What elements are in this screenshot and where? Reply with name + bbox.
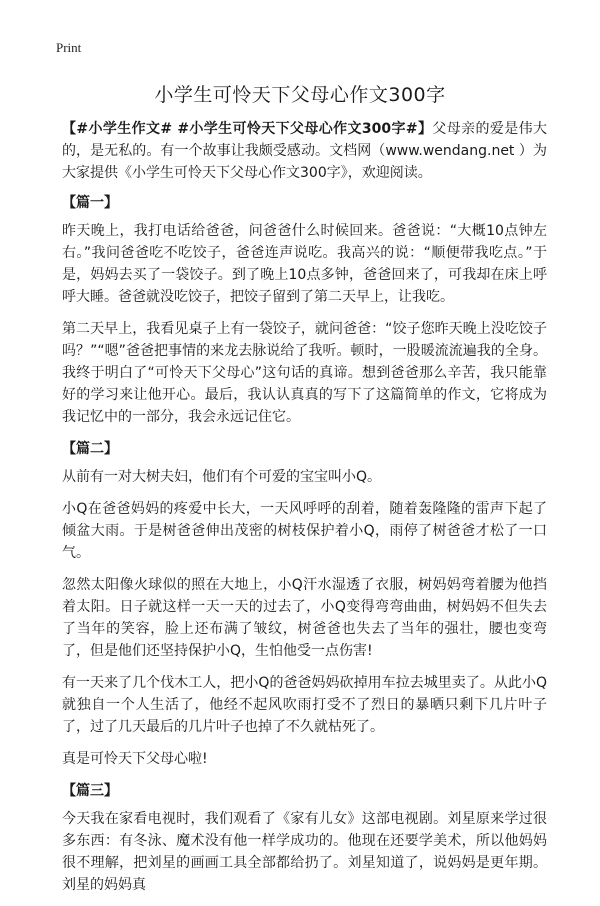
- section-heading: 【篇三】: [62, 783, 118, 799]
- intro-paragraph: [62, 118, 547, 184]
- paragraph: 第二天早上，我看见桌子上有一袋饺子，就问爸爸：“饺子您昨天晚上没吃饺子吗？”“嗯”爸爸把事情的来龙去脉说给了我听。顿时，一股暖流流遍我的全身。我终于明白了“可怜天下父母心”这句话的真谛。想到爸爸那么辛苦，我只能靠好的学习来让他开心。最后，我认认真真的写下了这篇简单的作文，它将成为我记忆中的一部分，我会永远记住它。: [62, 321, 547, 425]
- paragraph: 有一天来了几个伐木工人，把小Q的爸爸妈妈砍掉用车拉去城里卖了。从此小Q就独自一个人生活了，他经不起风吹雨打受不了烈日的暴晒只剩下几片叶子了，过了几天最后的几片叶子也掉了不久就枯死了。: [62, 675, 547, 735]
- paragraph: 从前有一对大树夫妇，他们有个可爱的宝宝叫小Q。: [62, 469, 382, 485]
- section-3: [62, 780, 547, 896]
- document-body: [62, 118, 547, 906]
- paragraph: 忽然太阳像火球似的照在大地上，小Q汗水湿透了衣服，树妈妈弯着腰为他挡着太阳。日子就这样一天一天的过去了，小Q变得弯弯曲曲，树妈妈不但失去了当年的笑容，脸上还布满了皱纹，树爸爸也失去了当年的强壮，腰也变弯了，但是他们还坚持保护小Q，生怕他受一点伤害!: [62, 577, 547, 659]
- section-heading: 【篇一】: [62, 195, 118, 211]
- intro-text: 父母亲的爱是伟大的，是无私的。有一个故事让我颇受感动。文档网（www.wendang.net ）为大家提供《小学生可怜天下父母心作文300字》，欢迎阅读。: [62, 121, 547, 181]
- paragraph: 昨天晚上，我打电话给爸爸，问爸爸什么时候回来。爸爸说：“大概10点钟左右。”我问爸爸吃不吃饺子，爸爸连声说吃。我高兴的说：“顺便带我吃点。”于是，妈妈去买了一袋饺子。到了晚上10点多钟，爸爸回来了，可我却在床上呼呼大睡。爸爸就没吃饺子，把饺子留到了第二天早上，让我吃。: [62, 223, 547, 305]
- section-2: [62, 438, 547, 770]
- section-heading: 【篇二】: [62, 441, 118, 457]
- intro-tags: 【#小学生作文# #小学生可怜天下父母心作文300字#】: [62, 121, 433, 137]
- paragraph: 小Q在爸爸妈妈的疼爱中长大，一天风呼呼的刮着，随着轰隆隆的雷声下起了倾盆大雨。于是树爸爸伸出茂密的树枝保护着小Q，雨停了树爸爸才松了一口气。: [62, 501, 547, 561]
- document-title: 小学生可怜天下父母心作文300字: [154, 84, 446, 106]
- paragraph: 真是可怜天下父母心啦!: [62, 751, 208, 767]
- print-link[interactable]: Print: [56, 40, 82, 55]
- paragraph: 今天我在家看电视时，我们观看了《家有儿女》这部电视剧。刘星原来学过很多东西：有冬泳、魔术没有他一样学成功的。他现在还要学美术，所以他妈妈很不理解，把刘星的画画工具全部都给扔了。刘星知道了，说妈妈是更年期。刘星的妈妈真: [62, 811, 547, 893]
- section-1: [62, 192, 547, 428]
